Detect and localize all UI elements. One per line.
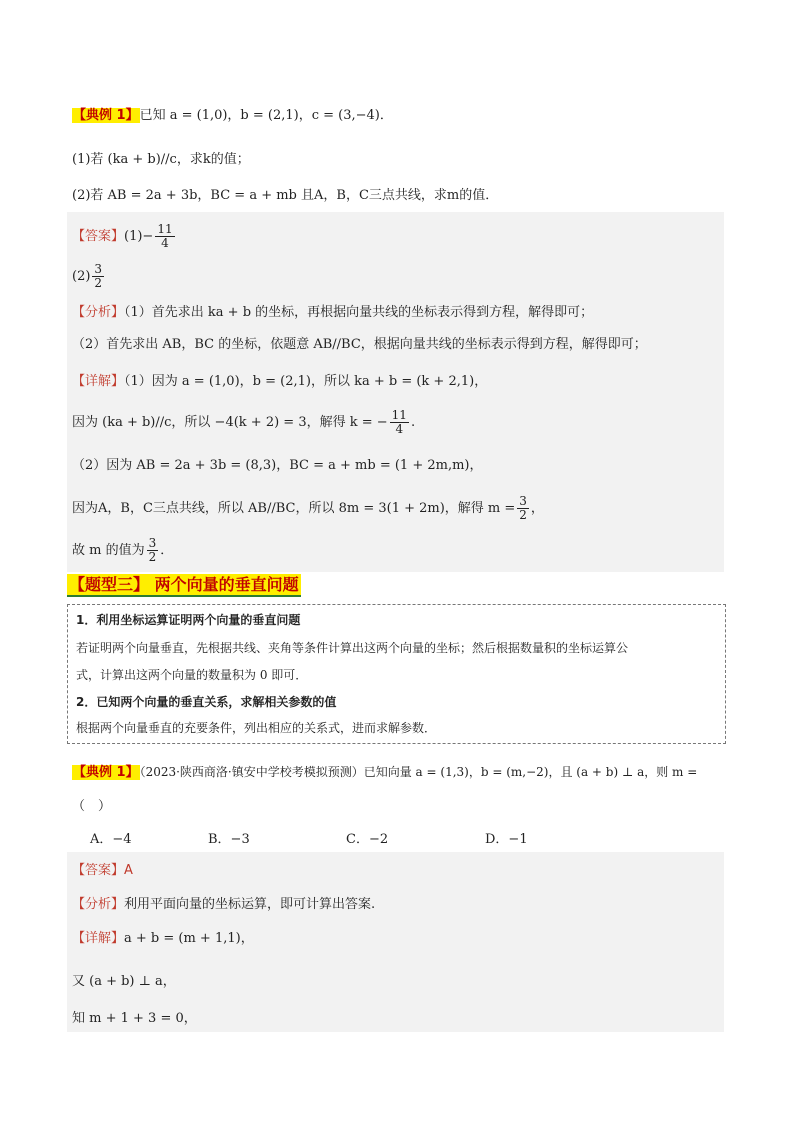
detail-tag: 【详解】 xyxy=(72,374,125,389)
detail-4-text: 因为A，B，C三点共线，所以 AB//BC，所以 8m = 3(1 + 2m)，解得 m = xyxy=(72,501,516,516)
fraction-denominator: 2 xyxy=(148,550,157,564)
question-2: (2)若 AB = 2a + 3b，BC = a + mb 且A，B，C三点共线，求m的值． xyxy=(72,188,499,203)
detail-5 xyxy=(72,534,173,568)
fraction-denominator: 2 xyxy=(519,508,527,522)
example-tag: 【典例 1】 xyxy=(73,765,139,780)
fraction-numerator: 3 xyxy=(519,494,527,508)
detail-1 xyxy=(72,372,487,392)
detail-1-text: （1）因为 a = (1,0)，b = (2,1)，所以 ka + b = (k + 2,1)， xyxy=(124,374,488,389)
example-1-stem-text: 已知 a = (1,0)，b = (2,1)，c = (3,−4)． xyxy=(139,108,393,123)
method-tips-box xyxy=(67,604,726,744)
detail-5-fraction xyxy=(147,537,159,564)
analysis-text: 利用平面向量的坐标运算，即可计算出答案. xyxy=(124,897,376,912)
analysis-tag: 【分析】 xyxy=(72,897,125,912)
answer xyxy=(72,861,133,881)
analysis-2: （2）首先求出 AB，BC 的坐标，依题意 AB//BC，根据向量共线的坐标表示得到方程，解得即可； xyxy=(72,337,647,352)
answer-2-fraction xyxy=(92,263,104,290)
detail-2 xyxy=(72,406,415,440)
fraction-numerator: 3 xyxy=(94,262,103,276)
detail-2-post: . xyxy=(410,415,416,430)
fraction-denominator: 4 xyxy=(161,236,169,250)
example-2-stem xyxy=(72,762,697,783)
detail-1 xyxy=(72,929,254,949)
example-tag: 【典例 1】 xyxy=(73,108,139,123)
section-title-text: 【题型三】 两个向量的垂直问题 xyxy=(67,574,301,597)
tip-text-1b: 式，计算出这两个向量的数量积为 0 即可． xyxy=(76,668,308,682)
question-1: (1)若 (ka + b)//c，求k的值； xyxy=(72,152,250,167)
answer-2-prefix: (2) xyxy=(72,269,91,284)
detail-tag: 【详解】 xyxy=(72,931,125,946)
detail-4-post: ， xyxy=(530,501,544,516)
detail-3: （2）因为 AB = 2a + 3b = (8,3)，BC = a + mb = (1 + 2m,m)， xyxy=(72,458,483,473)
answer-value: A xyxy=(124,863,133,878)
answer-tag: 【答案】 xyxy=(72,863,125,878)
section-title xyxy=(67,572,301,595)
analysis-1-text: （1）首先求出 ka + b 的坐标，再根据向量共线的坐标表示得到方程，解得即可； xyxy=(124,305,594,320)
fraction-denominator: 2 xyxy=(94,276,103,290)
detail-5-post: ． xyxy=(160,543,174,558)
tip-text-2: 根据两个向量垂直的充要条件，列出相应的关系式，进而求解参数． xyxy=(76,721,437,735)
detail-4-fraction xyxy=(517,495,529,522)
tip-text-1a: 若证明两个向量垂直，先根据共线、夹角等条件计算出这两个向量的坐标；然后根据数量积的坐标运算公 xyxy=(76,641,629,655)
fraction-numerator: 11 xyxy=(157,222,173,236)
answer-paren: （ ） xyxy=(72,799,112,814)
detail-3: 知 m + 1 + 3 = 0， xyxy=(72,1011,197,1026)
fraction-denominator: 4 xyxy=(395,422,404,436)
detail-2-fraction xyxy=(390,409,409,436)
fraction-numerator: 11 xyxy=(391,408,407,422)
analysis-tag: 【分析】 xyxy=(72,305,125,320)
answer-1 xyxy=(72,220,177,254)
option-d[interactable]: D．−1 xyxy=(485,832,528,847)
answer-1-prefix: (1)− xyxy=(124,229,154,244)
example-2-stem-text: （2023·陕西商洛·镇安中学校考模拟预测）已知向量 a = (1,3)，b = (m,−2)，且 (a + b) ⊥ a，则 m = xyxy=(139,765,698,779)
tip-heading-1: 1．利用坐标运算证明两个向量的垂直问题 xyxy=(76,613,301,627)
fraction-numerator: 3 xyxy=(148,536,157,550)
option-a[interactable]: A．−4 xyxy=(90,832,132,847)
answer-tag: 【答案】 xyxy=(72,229,125,244)
detail-4 xyxy=(72,492,544,526)
analysis xyxy=(72,895,375,915)
analysis-1 xyxy=(72,303,593,323)
option-b[interactable]: B．−3 xyxy=(208,832,250,847)
detail-1-text: a + b = (m + 1,1)， xyxy=(124,931,254,946)
detail-2: 又 (a + b) ⊥ a， xyxy=(72,974,176,989)
example-1-stem xyxy=(72,106,393,126)
answer-2 xyxy=(72,260,106,294)
detail-5-text: 故 m 的值为 xyxy=(72,543,145,558)
option-c[interactable]: C．−2 xyxy=(346,832,389,847)
detail-2-text: 因为 (ka + b)//c，所以 −4(k + 2) = 3，解得 k = − xyxy=(72,415,388,430)
tip-heading-2: 2．已知两个向量的垂直关系，求解相关参数的值 xyxy=(76,695,337,709)
answer-1-fraction xyxy=(155,223,174,250)
